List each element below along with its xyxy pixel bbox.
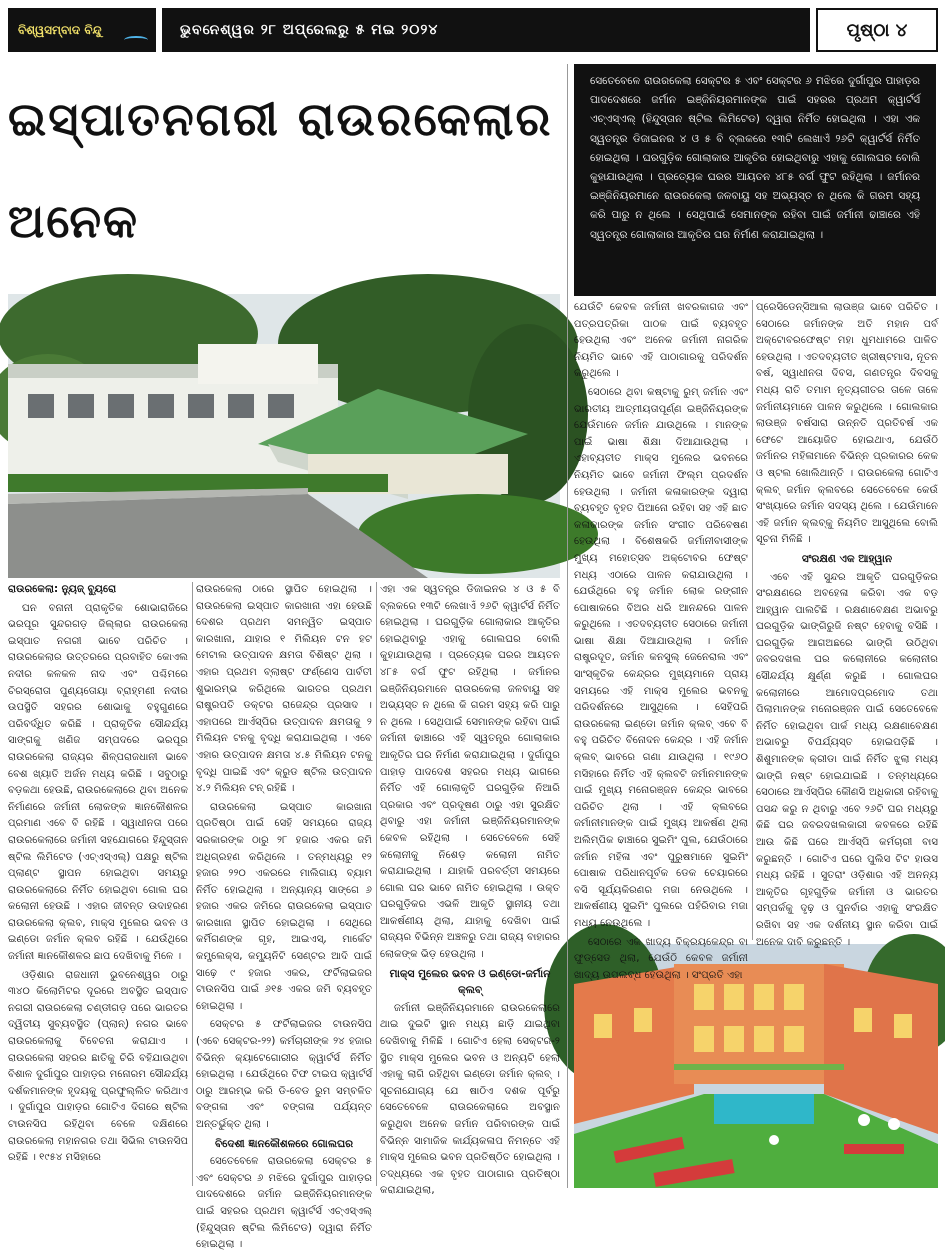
column-divider — [752, 300, 753, 940]
paragraph: ସେଠାରେ ଏକ ଖାଦ୍ୟ ବିକ୍ରୟକେନ୍ଦ୍ର ବା ଫୁଡ୍ସେଡ ଥିଲା, ଯେଉଁଠି କେବଳ ଜର୍ମାନୀ ଖାଦ୍ୟ ଉପଲବ୍ଧ ହେଉଥିଲା । ସଂପ୍ରତି ଏହା — [574, 936, 748, 981]
highlight-box: ସେତେବେଳେ ରାଉରକେଲା ସେକ୍ଟର ୫ ଏବଂ ସେକ୍ଟର ୬ ମଝିରେ ଦୁର୍ଗାପୁର ପାହାଡ଼ର ପାଦଦେଶରେ ଜର୍ମାନ ଇଞ୍ଜିନିୟରମାନଙ୍କ ପାଇଁ ସହରର ପ୍ରଥମ କ୍ୱାର୍ଟର୍ସ ଏଚ୍ଏସ୍ଏଲ୍ (ହିନ୍ଦୁସ୍ତାନ ଷ୍ଟିଲ ଲିମିଟେଡ) ଦ୍ୱାରା ନିର୍ମିତ ହୋଇଥିଲା । ଏହା ଏକ ସ୍ୱତନ୍ତ୍ର ଡିଜାଇନର ୪ ଓ ୫ ବି ବ୍ଲକରେ ୧୩ଟି ଲେଖାଏଁ ୨୬ଟି କ୍ୱାର୍ଟର୍ସ ନିର୍ମିତ ହୋଇଥିଲା । ଘରଗୁଡ଼ିକ ଗୋଲାକାର ଆକୃତିର ହୋଇଥିବାରୁ ଏହାକୁ ଗୋଲଘର ବୋଲି କୁହାଯାଉଥିଲା । ପ୍ରତ୍ୟେକ ଘରର ଆୟତନ ୪୮୫ ବର୍ଗ ଫୁଟ ରହିଥିଲା । ଜର୍ମାନର ଇଞ୍ଜିନିୟରମାନେ ରାଉରକେଲା ଜଳବାୟୁ ସହ ଅଭ୍ୟସ୍ତ ନ ଥିଲେ କି ଗରମ ସହ୍ୟ କରି ପାରୁ ନ ଥିଲେ । ସେଥିପାଇଁ ସେମାନଙ୍କ ରହିବା ପାଇଁ ଜର୍ମାନୀ ଢାଞ୍ଚାରେ ଏହି ସ୍ୱତନ୍ତ୍ର ଗୋଲାକାର ଆକୃତିର ଘର ନିର୍ମାଣ କରାଯାଇଥିଲା । — [574, 64, 936, 296]
page-number: ପୃଷ୍ଠା ୪ — [816, 8, 938, 52]
paragraph: ରାଉରକେଲା ଇସ୍ପାତ କାରଖାନା ପ୍ରତିଷ୍ଠା ପାଇଁ ସେହି ସମୟରେ ରାଜ୍ୟ ସରକାରଙ୍କ ଠାରୁ ୨୮ ହଜାର ଏକର ଜମି ଅଧିଗ୍ରହଣ କରିଥିଲେ । ତନ୍ମଧ୍ୟରୁ ୧୨ ହଜାର ୨୨୦ ଏକରରେ ମାଲିଗାୟ ବ୍ୟାମ ନିର୍ମିତ ହୋଇଥିଲା । ଅନ୍ୟାନ୍ୟ ସାଙ୍ଗେ ୬ ହଜାର ଏକର ଜମିରେ ରାଉରକେଲା ଇସ୍ପାତ କାରଖାନା ସ୍ଥାପିତ ହୋଇଥିଲା । ସେଥିରେ କର୍ମିଗଣଙ୍କ ଗୃହ, ଆଇଏସ୍, ମାର୍କେଟ କମ୍ପ୍ଲେକ୍ସ, କମ୍ୟୁନିଟି ସେଣ୍ଟର ଆଦି ପାଇଁ ସାଢ଼େ ୯ ହଜାର ଏକର, ଫର୍ଟିଲାଇଜର ଟାଉନସିପ ପାଇଁ ୬୧୫ ଏକର ଜମି ବ୍ୟବହୃତ ହୋଇଥିଲା । — [196, 801, 372, 1012]
masthead-logo — [8, 8, 156, 52]
article-column-1 — [8, 582, 188, 1186]
photo-illustration-building — [8, 294, 560, 578]
paragraph: ସେତେବେଳେ ରାଉରକେଲା ସେକ୍ଟର ୫ ଏବଂ ସେକ୍ଟର ୬ ମଝିରେ ଦୁର୍ଗାପୁର ପାହାଡ଼ର ପାଦଦେଶରେ ଜର୍ମାନ ଇଞ୍ଜିନିୟରମାନଙ୍କ ପାଇଁ ସହରର ପ୍ରଥମ କ୍ୱାର୍ଟର୍ସ ଏଚ୍ଏସ୍ଏଲ୍ (ହିନ୍ଦୁସ୍ତାନ ଷ୍ଟିଲ ଲିମିଟେଡ) ଦ୍ୱାରା ନିର୍ମିତ ହୋଇଥିଲା । — [196, 1156, 372, 1251]
article-column-3 — [380, 582, 560, 1197]
headline-line-1: ଇସ୍ପାତନଗରୀ ରାଉରକେଲାର ଅନେକ — [8, 92, 553, 248]
dateline: ରାଉରକେଲା: ନ୍ୟୁଜ୍ ବ୍ୟୁରୋ — [8, 584, 117, 595]
column-divider — [567, 64, 568, 1188]
paragraph: ଏବେ ଏହି ସୁନ୍ଦର ଆକୃତି ଘରଗୁଡ଼ିକର ସଂରକ୍ଷଣରେ ଅବହେଳା କରିବା ଏକ ବଡ଼ ଆହ୍ୱାନ ପାଲଟିଛି । ରକ୍ଷଣାବେକ୍ଷଣ ଅଭାବରୁ ଘରଗୁଡ଼ିକ ଭାଙ୍ଗିରୁଜି ନଷ୍ଟ ହେବାକୁ ବସିଛି । ଘରଗୁଡ଼ିକ ଆଗଅଛରେ ଭାଙ୍ଗି ଉଠିଥିବା ଜବରଦଖଲ ଘର କଲୋନୀରେ କଲୋନୀର ସୌନ୍ଦର୍ଯ୍ୟ କ୍ଷୁର୍ଣ୍ଣ କରୁଛି । ଗୋଲଘର କଲୋନୀରେ ଆମୋଦପ୍ରମୋଦ ତଥା ପିଲାମାନଙ୍କ ମନୋରଞ୍ଜନ ପାଇଁ ସେତେବେଳେ ନିର୍ମିତ ହୋଇଥିବା ପାର୍କ ମଧ୍ୟ ରକ୍ଷଣାବେକ୍ଷଣ ଅଭାବରୁ ବିପର୍ଯ୍ୟସ୍ତ ହୋଇପଡ଼ିଛି । ଶିଶୁମାନଙ୍କ କ୍ରୀଡା ପାଇଁ ନିର୍ମିତ ଝୁଲା ମଧ୍ୟ ଭାଙ୍ଗି ନଷ୍ଟ ହୋଇଯାଇଛି । ତନ୍ମଧ୍ୟରେ ସେଠାରେ ଆର୍ଏସ୍ପିର କୌଣସି ଅଧିକାରୀ ରହିବାକୁ ପସନ୍ଦ କରୁ ନ ଥିବାରୁ ଏବେ ୨୬ଟି ଘର ମଧ୍ୟରୁ କିଛି ଘର ଜବରଦଖଲକାରୀ କବଳରେ ରହିଛି ଆଉ କିଛି ଘରେ ଆର୍ଏସ୍ପି କର୍ମଚାରୀ ବାସ କରୁଛନ୍ତି । ଗୋଟିଏ ଘରେ ପୁଲିସ ଟିଟ ହାଉସ ମଧ୍ୟ ରହିଛି । ସୁତରାଂ ଓଡ଼ିଶାର ଏହି ଅନନ୍ୟ ଆକୃତିର ଗୃହଗୁଡ଼ିକ ଜର୍ମାନୀ ଓ ଭାରତର ସମ୍ପର୍କକୁ ଦୃଢ଼ ଓ ପୁନର୍ବାର ଏହାକୁ ସଂରକ୍ଷିତ ରଖିବା ସହ ଏକ ଦର୍ଶନୀୟ ସ୍ଥାନ କରିବା ପାଇଁ ଅନେକ ଦାବି କରୁଛନ୍ତି । — [756, 571, 938, 948]
date-bar — [162, 8, 810, 52]
column-divider — [192, 582, 193, 1186]
paragraph: ଯେଉଁଟି କେବଳ ଜର୍ମାନୀ ଖବରକାଗଜ ଏବଂ ପତ୍ରପତ୍ରିକା ପାଠକ ପାଇଁ ବ୍ୟବହୃତ ହେଉଥିଲା ଏବଂ ଅନେକ ଜର୍ମାନୀ ନାଗରିକ ନିୟମିତ ଭାବେ ଏହି ପାଠାଗାରକୁ ପରିଦର୍ଶନ କରୁଥିଲେ । — [574, 302, 748, 380]
paragraph: ଜର୍ମାନୀ ଇଞ୍ଜିନିୟରମାନେ ରାଉରକେଲାରେ ଥାଇ ଦୁଇଟି ସ୍ଥାନ ମଧ୍ୟ ଛାଡ଼ି ଯାଇଥିବା ଦେଖିବାକୁ ମିଳିଛି । ଗୋଟିଏ ହେଲା ସେକ୍ଟର-୨ ସ୍ଥିତ ମାକ୍ସ ମୁଲେର ଭବନ ଓ ଅନ୍ୟଟି ହେଲା ଏହାକୁ ଲାଗି ରହିଥିବା ଇଣ୍ଡୋ ଜର୍ମାନ କ୍ଲବ୍ । ସୂଚନାଯୋଗ୍ୟ ଯେ ଷାଠିଏ ଦଶକ ପୂର୍ବରୁ ସେତେବେଳେ ରାଉରକେଲାରେ ଅବସ୍ଥାନ କରୁଥିବା ଅନେକ ଜର୍ମାନ ପରିବାରଙ୍କ ପାଇଁ ବିଭିନ୍ନ ସାମାଜିକ କାର୍ଯ୍ୟକଳାପ ନିମନ୍ତେ ଏହି ମାକ୍ସ ମୁଲେର ଭବନ ପ୍ରତିଷ୍ଠିତ ହୋଇଥିଲା । ତଦ୍ଧ୍ୟରେ ଏକ ବୃହତ ପାଠାଗାର ପ୍ରତିଷ୍ଠା କରାଯାଇଥିଲା, — [380, 1002, 560, 1197]
subheading-conservation-challenge: ସଂରକ୍ଷଣ ଏକ ଆହ୍ୱାନ — [801, 552, 893, 565]
article-column-4 — [574, 300, 748, 981]
paragraph: ଏହା ଏକ ସ୍ୱତନ୍ତ୍ର ଡିଜାଇନର ୪ ଓ ୫ ବି ବ୍ଲକରେ ୧୩ଟି ଲେଖାଏଁ ୨୬ଟି କ୍ୱାର୍ଟର୍ସ ନିର୍ମିତ ହୋଇଥିଲା । ଘରଗୁଡ଼ିକ ଗୋଲାକାର ଆକୃତିର ହୋଇଥିବାରୁ ଏହାକୁ ଗୋଲଘର ବୋଲି କୁହାଯାଉଥିଲା । ପ୍ରତ୍ୟେକ ଘରର ଆୟତନ ୪୮୫ ବର୍ଗ ଫୁଟ ରହିଥିଲା । ଜର୍ମାନର ଇଞ୍ଜିନିୟରମାନେ ରାଉରକେଲା ଜଳବାୟୁ ସହ ଅଭ୍ୟସ୍ତ ନ ଥିଲେ କି ଗରମ ସହ୍ୟ କରି ପାରୁ ନ ଥିଲେ । ସେଥିପାଇଁ ସେମାନଙ୍କ ରହିବା ପାଇଁ ଜର୍ମାନୀ ଢାଞ୍ଚାରେ ଏହି ସ୍ୱତନ୍ତ୍ର ଗୋଲାକାର ଆକୃତିର ଘର ନିର୍ମାଣ କରାଯାଇଥିଲା । ଦୁର୍ଗାପୁର ପାହାଡ଼ ପାଦଦେଶ ସହରର ମଧ୍ୟ ଭାଗରେ ନିର୍ମିତ ଏହି ଗୋଲାକୃତି ଘରଗୁଡ଼ିକ ନିଆରି ପ୍ରକାର ଏବଂ ପ୍ରଦୂଷଣ ଠାରୁ ଏହା ସୁରକ୍ଷିତ ଥିବାରୁ ଏହା ଜର୍ମାନୀ ଇଞ୍ଜିନିୟରମାନଙ୍କ କେବଳ ରହିଥିଲା । ସେତେବେଳେ ସେହି କଲୋନୀକୁ ନିଶେଡ଼ କଲୋନୀ ନାମିତ କରାଯାଇଥିଲା । ଯାହାକି ପରବର୍ତ୍ତୀ ସମୟରେ ଗୋଲ ଘର ଭାବେ ନାମିତ ହୋଇଥିଲା । ଉକ୍ତ ଘରଗୁଡ଼ିକର ଏଭଳି ଆକୃତି ସ୍ଥାନୀୟ ତଥା ଆକର୍ଷଣୀୟ ଥିଲା, ଯାହାକୁ ଦେଖିବା ପାଇଁ ରାଜ୍ୟର ବିଭିନ୍ନ ଅଞ୍ଚଳରୁ ତଥା ରାଜ୍ୟ ବାହାରର ଲୋକଙ୍କ ଭିଡ଼ ହେଉଥିଲା । — [380, 584, 560, 961]
wave-icon — [124, 36, 148, 44]
masthead-text: ବିଶ୍ୱସମ୍ବାଦ ବିନ୍ଦୁ — [18, 22, 102, 37]
subheading-foreign-technique: ବିଦେଶୀ ଜ୍ଞାନକୌଶଳରେ ଗୋଲଘର — [214, 1137, 354, 1150]
photo-round-house-building — [8, 294, 560, 578]
paragraph: ଘନ ବନାନୀ ପ୍ରାକୃତିକ ଶୋଭାରାଜିରେ ଭରପୂର ସୁନ୍ଦରଗଡ଼ ଜିଲ୍ଲାର ରାଉରକେଲା ଇସ୍ପାତ ନଗରୀ ଭାବେ ପରିଚିତ । ରାଉରକେଲାର ଉତ୍ତରରେ ପ୍ରବାହିତ କୋଏଲ ନଦୀର କଳକଳ ନାଦ ଏବଂ ପଶ୍ଚିମରେ ଚିରସ୍ରୋତା ପୁଣ୍ୟତୋୟା ବ୍ରାହ୍ମଣୀ ନଦୀର ଉପସ୍ଥିତି ସହରର ଶୋଭାକୁ ବହୁଗୁଣରେ ପରିବର୍ଦ୍ଧିତ କରିଛି । ପ୍ରାକୃତିକ ସୌନ୍ଦର୍ଯ୍ୟ ସାଙ୍ଗକୁ ଖଣିଜ ସମ୍ପଦରେ ଭରପୂର ରାଉରକେଲା ରାଜ୍ୟର ଶିଳ୍ପରାଜଧାନୀ ଭାବେ ବେଶ ଖ୍ୟାତି ଅର୍ଜନ ମଧ୍ୟ କରିଛି । ସବୁଠାରୁ ବଡ଼କଥା ହେଉଛି, ରାଉରକେଲାରେ ଥିବା ଅନେକ ନିର୍ମାଣରେ ଜର୍ମାନୀ ଲୋକଙ୍କ ଜ୍ଞାନକୌଶଳର ପ୍ରମାଣ ଏବେ ବି ରହିଛି । ସ୍ୱାଧୀନତା ପରେ ରାଉରକେଲାରେ ଜର୍ମାନୀ ସହଯୋଗରେ ହିନ୍ଦୁସ୍ତାନ ଷ୍ଟିଲ ଲିମିଟେଡ (ଏଚ୍ଏସ୍ଏଲ୍) ପକ୍ଷରୁ ଷ୍ଟିଲ ପ୍ଲାଣ୍ଟ ସ୍ଥାପନ ହୋଇଥିବା ସମୟରୁ ରାଉରକେଲାରେ ନିର୍ମିତ ହୋଇଥିବା ଗୋଲ ଘର କଲୋନୀ ହେଉଛି । ଏହାର ଜୀବନ୍ତ ଉଦାହରଣ ରାଉରକେଲା କ୍ଲବ, ମାକ୍ସ ମୁଲେର ଭବନ ଓ ଇଣ୍ଡୋ ଜର୍ମାନ କ୍ଲବ ରହିଛି । ଯେଉଁଥିରେ ଜର୍ମାନୀ ଜ୍ଞାନକୌଶଳର ଛାପ ଦେଖିବାକୁ ମିଳେ । — [8, 602, 188, 963]
article-column-2 — [196, 582, 372, 1251]
column-divider — [376, 582, 377, 1186]
paragraph: ଓଡ଼ିଶାର ରାଜଧାନୀ ଭୁବନେଶ୍ୱର ଠାରୁ ୩୪୦ କିଲୋମିଟର ଦୂରରେ ଅବସ୍ଥିତ ଇସ୍ପାତ ନଗରୀ ରାଉରକେଲା ଚଣ୍ଡୀଗଡ଼ ପରେ ଭାରତର ଦ୍ୱିତୀୟ ସୁବ୍ୟବସ୍ଥିତ (ପ୍ଲାନ୍) ନଗର ଭାବେ ରାଉରକେଲାକୁ ବିବେଚନା କରାଯାଏ । ରାଉରକେଲା ସହରର ଛାତିକୁ ଚିରି ବହିଯାଉଥିବା ବିଶାଳ ଦୁର୍ଗାପୁର ପାହାଡ଼ର ମନୋରମ ସୌନ୍ଦର୍ଯ୍ୟ ଦର୍ଶକମାନଙ୍କ ହୃଦୟକୁ ପ୍ରଫୁଲ୍ଲିତ କରିଥାଏ । ଦୁର୍ଗାପୁର ପାହାଡ଼ର ଗୋଟିଏ ଦିଗରେ ଷ୍ଟିଲ ଟାଉନସିପ ରହିଥିବା ବେଳେ ଦକ୍ଷିଣରେ ରାଉରକେଲା ମହାନଗର ତଥା ସିଭିଲ ଟାଉନସିପ ରହିଛି । ୧୯୫୪ ମସିହାରେ — [8, 969, 188, 1164]
edition-date: ଭୁବନେଶ୍ୱର ୨୮ ଅପ୍ରେଲରୁ ୫ ମଇ ୨୦୨୪ — [180, 22, 439, 38]
article-column-5 — [756, 300, 938, 948]
paragraph: ସେକ୍ଟର ୫ ଫର୍ଟିଲାଇଜର ଟାଉନସିପ (ଏବେ ସେକ୍ଟର-୨୨) କର୍ମଚାରୀଙ୍କ ୨୪ ହଜାର ବିଭିନ୍ନ କ୍ୟାଟେଗୋରୀର କ୍ୱାର୍ଟର୍ସ ନିର୍ମିତ ହୋଇଥିଲା । ଯେଉଁଥିରେ ଟିଫ ଟାଇପ କ୍ୱାର୍ଟର୍ସ ଠାରୁ ଆରମ୍ଭ କରି ଡି-ବେଡ ରୁମ ସମ୍ବଳିତ ବଙ୍ଗଳା ଏବଂ ବଙ୍ଗଳା ପର୍ଯ୍ୟନ୍ତ ଅନ୍ତର୍ଭୁକ୍ତ ଥିଲା । — [196, 1019, 372, 1130]
subheading-max-mueller-bhawan: ମାକ୍ସ ମୁଲେର ଭବନ ଓ ଇଣ୍ଡୋ-ଜର୍ମାନ କ୍ଲବ୍ — [389, 967, 551, 997]
paragraph: ସେଠାରେ ଥିବା କଷ୍ଟାକୁ ରୁମ୍ ଜର୍ମାନ ଏବଂ ଭାରତୀୟ ଆତ୍ମୀୟତାପୂର୍ଣ୍ଣ ଇଞ୍ଜିନିୟରଙ୍କ ଯେଉଁମାନେ ଜର୍ମାନ ଯାଉଥିଲେ । ମାନଙ୍କ ପାଇଁ ଭାଷା ଶିକ୍ଷା ଦିଆଯାଉଥିଲା । ଏହାବ୍ୟତୀତ ମାକ୍ସ ମୁଲେର ଭବନରେ ନିୟମିତ ଭାବେ ଜର୍ମାନୀ ଫିଲ୍ମ ପ୍ରଦର୍ଶନ ହେଉଥିଲା । ଜର୍ମାନୀ କଳାକାରଙ୍କ ଦ୍ୱାରା ବ୍ୟବହୃତ ବୃହତ ପିଆନୋ ରହିବା ସହ ଏହି ଛାତ କଳାକାରଙ୍କ ଜର୍ମାନ ସଂଗୀତ ପରିବେଷଣ ହେଉଥିଲା । ବିଶେଷକରି ଜର୍ମାନୀବାସୀଙ୍କ ମୁଖ୍ୟ ମହୋତ୍ସବ ଅକ୍ଟୋବର ଫେଷ୍ଟ ମଧ୍ୟ ଏଠାରେ ପାଳନ କରାଯାଉଥିଲା । ଯେଉଁଥିରେ ବହୁ ଜର୍ମାନ ଲୋକ ରଙ୍ଗୀନ ପୋଷାକରେ ବିଅର ଧରି ଆନନ୍ଦରେ ପାଳନ କରୁଥିଲେ । ଏତଦବ୍ୟତୀତ ସେଠାରେ ଜର୍ମାନୀ ଭାଷା ଶିକ୍ଷା ଦିଆଯାଉଥିଲା । ଜର୍ମାନ ରାଷ୍ଟ୍ରଦୂତ, ଜର୍ମାନ କନସୁଲ୍ ଜେନେରାଲ ଏବଂ ସାଂସ୍କୃତିକ କେନ୍ଦ୍ରର ମୁଖ୍ୟମାନେ ପ୍ରାୟ ସମୟରେ ଏହି ମାକ୍ସ ମୁଲେର ଭବନକୁ ପରିଦର୍ଶନରେ ଆସୁଥିଲେ । ସେହିପରି ରାଉରକେଲା ଇଣ୍ଡୋ ଜର୍ମାନ କ୍ଲବ୍ ଏବେ ବି ବହୁ ପରିଚିତ ବିନୋଦନ କେନ୍ଦ୍ର । ଏହି ଜର୍ମାନ କ୍ଲବ୍ ଭାବରେ ଗଣା ଯାଉଥିଲା । ୧୯୬୦ ମସିହାରେ ନିର୍ମିତ ଏହି କ୍ଲବଟି ଜର୍ମାନମାନଙ୍କ ପାଇଁ ମୁଖ୍ୟ ମନୋରଞ୍ଜନ କେନ୍ଦ୍ର ଭାବରେ ପରିଚିତ ଥିଲା । ଏହି କ୍ଲବରେ ଜର୍ମାନୀମାନଙ୍କ ପାଇଁ ମୁଖ୍ୟ ଆକର୍ଷଣ ଥିଲା ଅଲିମ୍ପିକ ଢାଞ୍ଚାରେ ସୁଇମିଂ ପୁଲ, ଯେଉଁଠାରେ ଜର୍ମାନ ମହିଳା ଏବଂ ପୁରୁଷମାନେ ସୁଇମିଂ ପୋଷାକ ପରିଧାନପୂର୍ବକ ଡେକ ଚେୟାରରେ ବସି ସୂର୍ଯ୍ୟକିରଣର ମଜା ନେଉଥିଲେ । ଆକର୍ଷଣୀୟ ସୁଇମିଂ ପୁଲରେ ପହଁରିବାର ମଜା ମଧ୍ୟ ନେଉଥିଲେ । — [574, 386, 748, 929]
paragraph: ପ୍ରେସିଡେନ୍ସିଆଲ ଲାଉଞ୍ଜ ଭାବେ ପରିଚିତ । ସେଠାରେ ଜର୍ମାନଙ୍କ ଅତି ମହାନ ପର୍ବ ଅକ୍ଟୋବରଫେଷ୍ଟ ମହା ଧୁମଧାମରେ ପାଳିତ ହେଉଥିଲା । ଏତଦବ୍ୟତୀତ ଖ୍ରୀଷ୍ଟମାସ, ନୂତନ ବର୍ଷ, ସ୍ୱାଧୀନତା ଦିବସ, ଗଣତନ୍ତ୍ର ଦିବସକୁ ମଧ୍ୟ ରାତି ତମାମ ନୃତ୍ୟଗୀତର ତାଳେ ତାଳେ ଜର୍ମାନୀୟମାନେ ପାଳନ କରୁଥିଲେ । ଗୋଲକାର ଲାଉଞ୍ଜ ବର୍ଷସାରା ଉନ୍ନତି ପ୍ରତିବର୍ଷ ଏକ ଫେଟେ ଆୟୋଜିତ ହୋଇଥାଏ, ଯେଉଁଠି ଜର୍ମାନର ମହିଳାମାନେ ବିଭିନ୍ନ ପ୍ରକାରର କେକ ଓ ଷ୍ଟଲ ଖୋଲିଥାନ୍ତି । ରାଉରକେଲା ଗୋଟିଏ କ୍ଲବ୍ ଜର୍ମାନ କ୍ଲବରେ ସେତେବେଳେ କେଉଁ ସଂଖ୍ୟାରେ ଜର୍ମାନ ସଦସ୍ୟ ଥିଲେ । ଯେଉଁମାନେ ଏହି ଜର୍ମାନ କ୍ଲବ୍କୁ ନିୟମିତ ଆସୁଥିଲେ ବୋଲି ସୂଚନା ମିଳିଛି । — [756, 302, 938, 546]
paragraph: ରାଉରକେଲା ଠାରେ ସ୍ଥାପିତ ହୋଇଥିଲା । ରାଉରକେଲା ଇସ୍ପାତ କାରଖାନା ଏହା ହେଉଛି ଦେଶର ପ୍ରଥମ ସମନ୍ୱିତ ଇସ୍ପାତ କାରଖାନା, ଯାହାର ୧ ମିଲିୟନ ଟନ ହଟ ମେଟାଲ ଉତ୍ପାଦନ କ୍ଷମତା ବିଶିଷ୍ଟ ଥିଲା । ଏହାର ପ୍ରଥମ ବ୍ଲାଷ୍ଟ ଫର୍ଣ୍ଣେସ ପାର୍ବତୀ ଶୁଭାରମ୍ଭ କରିଥିଲେ ଭାରତର ପ୍ରଥମ ରାଷ୍ଟ୍ରପତି ଡକ୍ଟର ରାଜେନ୍ଦ୍ର ପ୍ରସାଦ । ଏହାପରେ ଆର୍ଏସ୍ପିର ଉତ୍ପାଦନ କ୍ଷମତାକୁ ୨ ମିଲିୟନ ଟନକୁ ବୃଦ୍ଧି କରାଯାଇଥିଲା । ଏବେ ଏହାର ଉତ୍ପାଦନ କ୍ଷମତା ୪.୫ ମିଲିୟନ ଟନକୁ ବୃଦ୍ଧି ପାଇଛି ଏବଂ କ୍ରୁଡ ଷ୍ଟିଲ ଉତ୍ପାଦନ ୪.୨ ମିଲିୟନ ଟନ୍ ରହିଛି । — [196, 584, 372, 795]
